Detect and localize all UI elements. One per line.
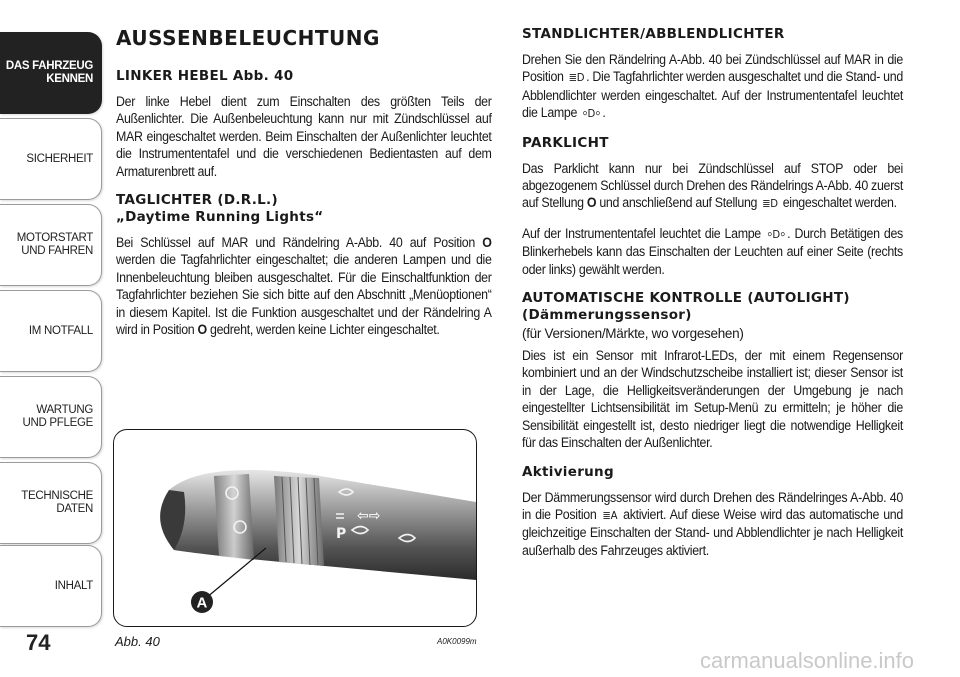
section-heading-aktivierung: Aktivierung [522,463,614,480]
tab-sicherheit[interactable]: SICHERHEIT [0,118,102,200]
section-subtitle-autolight: (für Versionen/Märkte, wo vorgesehen) [522,326,744,342]
side-light-icon: ⸰D⸰ [582,107,601,121]
section-heading-autolight: AUTOMATISCHE KONTROLLE (AUTOLIGHT) (Dämmerungssensor) [522,290,850,324]
tab-motorstart-und-fahren[interactable]: MOTORSTART UND FAHREN [0,204,102,286]
section-text-aktivierung: Der Dämmerungssensor wird durch Drehen des Rändelringes A-Abb. 40 in die Position ≣A aktiviert. Auf diese Weise wird das automatische und gleichzeitige Einschalten der Stand- und Abblendlichter je nach Helligkeit außerhalb des Fahrzeuges aktiviert. [522,489,903,558]
figure-caption: Abb. 40 [115,634,160,649]
right-column [522,26,909,571]
section-heading-linker-hebel: LINKER HEBEL Abb. 40 [116,68,294,84]
low-beam-icon: ≣D [568,71,585,85]
section-text-taglichter: Bei Schlüssel auf MAR und Rändelring A-Abb. 40 auf Position O werden die Tagfahrlichter eingeschaltet; die anderen Lampen und die Innenbeleuchtung bleiben ausgeschaltet. Für die Einschaltfunktion der Tagfahrlichter beziehen Sie sich bitte auf den Abschnitt „Menüoptionen“ in diesem Kapitel. Ist die Funktion ausgeschaltet und der Rändelring A wird in Position O gedreht, werden keine Lichter eingeschaltet. [116,235,492,338]
tab-technische-daten[interactable]: TECHNISCHE DATEN [0,462,102,544]
svg-text:⇦⇨: ⇦⇨ [357,508,381,524]
auto-light-icon: ≣A [602,508,618,522]
section-text-parklicht-2: Auf der Instrumententafel leuchtet die Lampe ⸰D⸰ . Durch Betätigen des Blinkerhebels kann das Einschalten der Leuchten auf einer Seite (rechts oder links) gewählt werden. [522,225,903,277]
lever-illustration [114,430,476,626]
figure-light-lever [113,429,477,627]
svg-text:P: P [336,526,347,542]
callout-a: A [196,594,208,612]
side-light-icon: ⸰D⸰ [766,227,786,241]
section-text-linker-hebel: Der linke Hebel dient zum Einschalten des größten Teils der Außenlichter. Die Außenbeleuchtung kann nur mit Zündschlüssel auf MAR eingeschaltet werden. Beim Einschalten der Außenlichter leuchtet die Instrumententafel und die verschiedenen Bedientasten auf dem Armaturenbrett auf. [116,94,492,179]
page-title: AUSSENBELEUCHTUNG [116,26,380,50]
section-heading-standlichter: STANDLICHTER/ABBLENDLICHTER [522,26,785,42]
left-column [116,26,494,350]
tab-das-fahrzeug-kennen[interactable]: DAS FAHRZEUG KENNEN [0,32,102,114]
low-beam-icon: ≣D [762,197,778,211]
section-heading-parklicht: PARKLICHT [522,134,609,151]
section-text-autolight: Dies ist ein Sensor mit Infrarot-LEDs, der mit einem Regensensor kombiniert und an der Windschutzscheibe installiert ist; dieser Sensor ist in der Lage, die Helligkeitsveränderungen der Umgebung je nach eingestellter Lichtsensibilität im Setup-Menü zu ermitteln; je höher die Sensibilität eingestellt ist, desto niedriger liegt die notwendige Helligkeit für das Einschalten der Außenlichter. [522,348,903,451]
page-number: 74 [26,630,51,655]
tab-im-notfall[interactable]: IM NOTFALL [0,290,102,372]
tab-inhalt[interactable]: INHALT [0,545,102,627]
tab-wartung-und-pflege[interactable]: WARTUNG UND PFLEGE [0,376,102,458]
section-text-parklicht: Das Parklicht kann nur bei Zündschlüssel auf STOP oder bei abgezogenem Schlüssel durch Drehen des Rändelrings A-Abb. 40 zuerst auf Stellung O und anschließend auf Stellung ≣D eingeschaltet werden. [522,160,903,213]
figure-code: A0K0099m [437,637,477,646]
chapter-sidebar [0,0,104,677]
section-heading-taglichter: TAGLICHTER (D.R.L.) „Daytime Running Lights“ [116,192,324,226]
watermark: carmanualsonline.info [700,648,915,673]
section-text-standlichter: Drehen Sie den Rändelring A-Abb. 40 bei Zündschlüssel auf MAR in die Position ≣D . Die Tagfahrlichter werden ausgeschaltet und die Stand- und Abblendlichter werden eingeschaltet. Auf der Instrumententafel leuchtet die Lampe ⸰D⸰ . [522,51,903,123]
